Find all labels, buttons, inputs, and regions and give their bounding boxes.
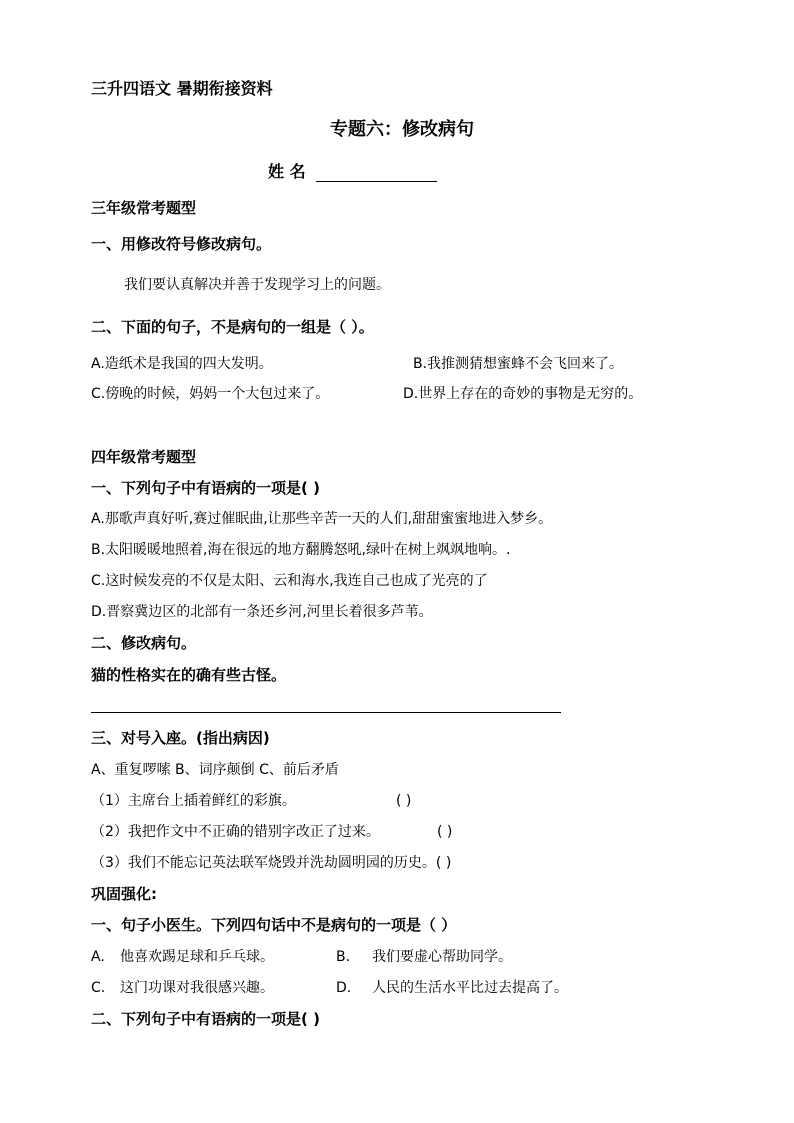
grade4-q3-item1-blank[interactable]: ( ) bbox=[396, 793, 412, 809]
consolidate-q2-title: 二、下列句子中有语病的一项是( ) bbox=[91, 1010, 320, 1028]
grade4-q3-item2: （2）我把作文中不正确的错别字改正了过来。 bbox=[91, 824, 380, 840]
name-label: 姓 名 bbox=[268, 162, 306, 181]
grade4-q1-option-c: C.这时候发亮的不仅是太阳、云和海水,我连自己也成了光亮的了 bbox=[91, 573, 488, 589]
consolidate-q1-title: 一、句子小医生。下列四句话中不是病句的一项是（ ） bbox=[91, 916, 457, 934]
consolidate-q1-option-b-label: B. bbox=[336, 949, 351, 965]
grade3-q2-title: 二、下面的句子，不是病句的一组是（ ）。 bbox=[91, 318, 374, 336]
grade4-q3-item3: （3）我们不能忘记英法联军烧毁并洗劫圆明园的历史。( ) bbox=[91, 855, 452, 871]
grade4-q1-option-d: D.晋察冀边区的北部有一条还乡河,河里长着很多芦苇。 bbox=[91, 604, 433, 620]
grade3-q2-option-a: A.造纸术是我国的四大发明。 bbox=[91, 356, 273, 372]
header-title: 三升四语文 暑期衔接资料 bbox=[91, 79, 273, 98]
consolidate-q1-option-a: 他喜欢踢足球和乒乓球。 bbox=[120, 949, 274, 965]
grade4-q3-options: A、重复啰嗦 B、词序颠倒 C、前后矛盾 bbox=[91, 762, 339, 778]
grade3-q2-option-c: C.傍晚的时候，妈妈一个大包过来了。 bbox=[91, 386, 330, 402]
grade4-q3-item1: （1）主席台上插着鲜红的彩旗。 bbox=[91, 793, 296, 809]
consolidate-heading: 巩固强化: bbox=[91, 885, 157, 903]
grade3-heading: 三年级常考题型 bbox=[91, 199, 197, 217]
grade4-q3-item2-blank[interactable]: ( ) bbox=[437, 824, 453, 840]
consolidate-q1-option-c: 这门功课对我很感兴趣。 bbox=[120, 980, 274, 996]
grade4-q2-sentence: 猫的性格实在的确有些古怪。 bbox=[91, 666, 287, 684]
consolidate-q1-option-c-label: C. bbox=[91, 980, 106, 996]
consolidate-q1-option-d-label: D. bbox=[336, 980, 352, 996]
grade3-q2-option-b: B.我推测猜想蜜蜂不会飞回来了。 bbox=[413, 356, 624, 372]
grade4-heading: 四年级常考题型 bbox=[91, 448, 197, 466]
grade3-q1-sentence: 我们要认真解决并善于发现学习上的问题。 bbox=[124, 277, 390, 293]
answer-line[interactable] bbox=[91, 712, 561, 713]
grade4-q1-option-b: B.太阳暖暖地照着,海在很远的地方翻腾怒吼,绿叶在树上飒飒地响。. bbox=[91, 542, 511, 558]
grade4-q3-title: 三、对号入座。(指出病因) bbox=[91, 729, 270, 747]
consolidate-q1-option-b: 我们要虚心帮助同学。 bbox=[372, 949, 512, 965]
topic-title: 专题六：修改病句 bbox=[330, 119, 474, 140]
grade4-q1-option-a: A.那歌声真好听,赛过催眠曲,让那些辛苦一天的人们,甜甜蜜蜜地进入梦乡。 bbox=[91, 511, 553, 527]
grade3-q2-option-d: D.世界上存在的奇妙的事物是无穷的。 bbox=[403, 386, 643, 402]
name-underline[interactable] bbox=[316, 181, 437, 182]
consolidate-q1-option-a-label: A. bbox=[91, 949, 105, 965]
grade4-q2-title: 二、修改病句。 bbox=[91, 634, 197, 652]
grade4-q1-title: 一、下列句子中有语病的一项是( ) bbox=[91, 479, 320, 497]
consolidate-q1-option-d: 人民的生活水平比过去提高了。 bbox=[372, 980, 568, 996]
grade3-q1-title: 一、用修改符号修改病句。 bbox=[91, 235, 272, 253]
